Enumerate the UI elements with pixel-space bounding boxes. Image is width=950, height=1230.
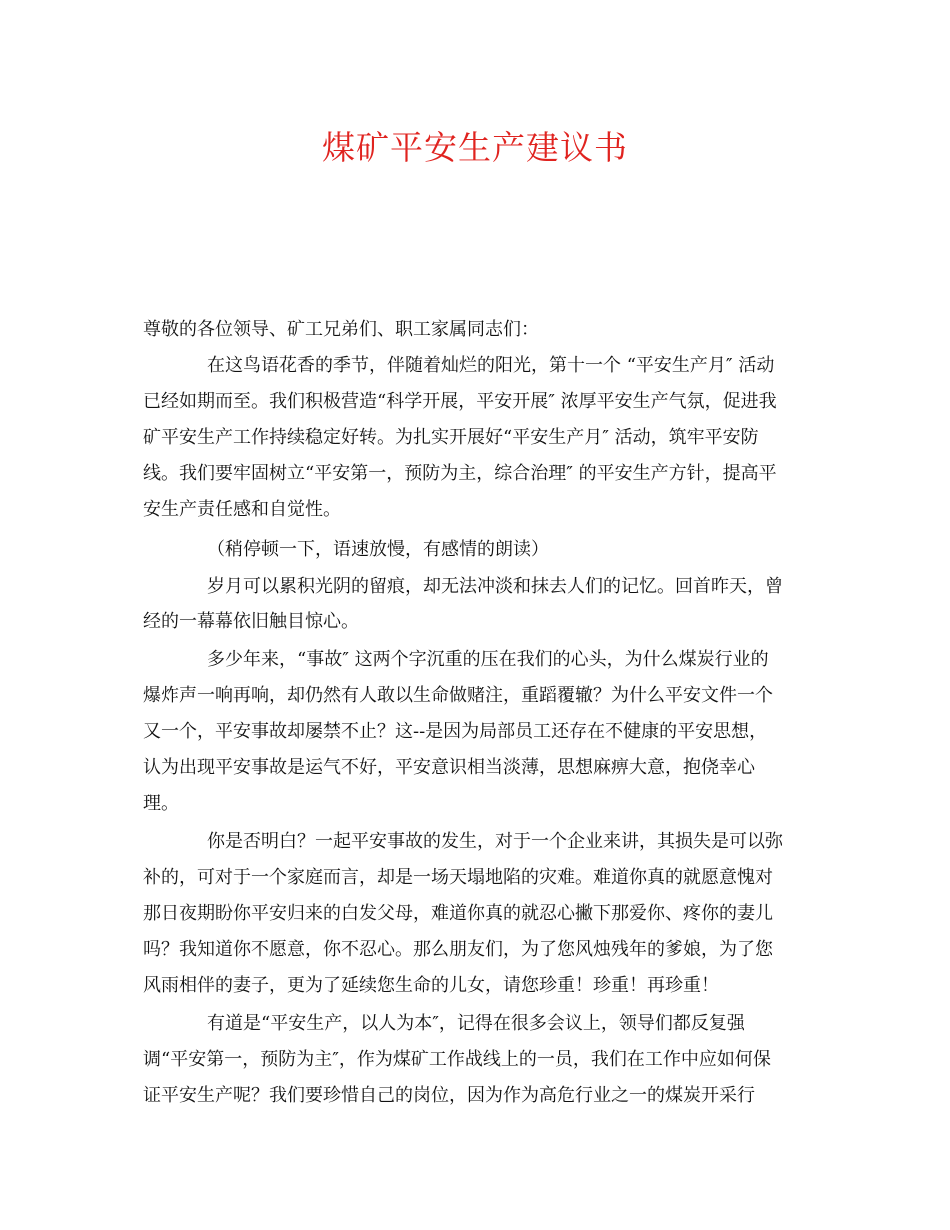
- paragraph-intro-line: 已经如期而至。我们积极营造“科学开展，平安开展″ 浓厚平安生产气氛，促进我: [143, 391, 777, 412]
- paragraph-family-line: 吗？我知道你不愿意，你不忍心。那么朋友们，为了您风烛残年的爹娘，为了您: [143, 939, 773, 960]
- paragraph-accidents-line: 认为出现平安事故是运气不好，平安意识相当淡薄，思想麻痹大意，抱侥幸心: [143, 757, 755, 778]
- paragraph-accidents-line: 爆炸声一响再响，却仍然有人敢以生命做赌注，重蹈覆辙？为什么平安文件一个: [143, 685, 773, 706]
- stage-direction: （稍停顿一下，语速放慢，有感情的朗读）: [207, 539, 549, 560]
- paragraph-intro-line: 线。我们要牢固树立“平安第一，预防为主，综合治理″ 的平安生产方针，提高平: [143, 463, 777, 484]
- paragraph-family-line: 风雨相伴的妻子，更为了延续您生命的儿女，请您珍重！珍重！再珍重！: [143, 975, 719, 996]
- salutation: 尊敬的各位领导、矿工兄弟们、职工家属同志们：: [143, 319, 539, 340]
- paragraph-accidents-line: 多少年来，“事故″ 这两个字沉重的压在我们的心头，为什么煤炭行业的: [207, 649, 769, 670]
- paragraph-family-line: 你是否明白？一起平安事故的发生，对于一个企业来讲，其损失是可以弥: [207, 831, 783, 852]
- paragraph-principle-line: 有道是“平安生产，以人为本″，记得在很多会议上，领导们都反复强: [207, 1013, 745, 1034]
- paragraph-memory-line: 经的一幕幕依旧触目惊心。: [143, 611, 359, 632]
- paragraph-principle-line: 调“平安第一，预防为主″，作为煤矿工作战线上的一员，我们在工作中应如何保: [143, 1049, 771, 1070]
- paragraph-family-line: 那日夜期盼你平安归来的白发父母，难道你真的就忍心撇下那爱你、疼你的妻儿: [143, 903, 773, 924]
- paragraph-intro-line: 在这鸟语花香的季节，伴随着灿烂的阳光，第十一个 “平安生产月″ 活动: [207, 355, 775, 376]
- paragraph-family-line: 补的，可对于一个家庭而言，却是一场天塌地陷的灾难。难道你真的就愿意愧对: [143, 867, 773, 888]
- paragraph-principle-line: 证平安生产呢？我们要珍惜自己的岗位，因为作为高危行业之一的煤炭开采行: [143, 1085, 755, 1106]
- paragraph-intro-line: 安生产责任感和自觉性。: [143, 499, 341, 520]
- paragraph-accidents-line: 理。: [143, 793, 179, 814]
- paragraph-accidents-line: 又一个，平安事故却屡禁不止？这--是因为局部员工还存在不健康的平安思想，: [143, 721, 768, 742]
- document-title: 煤矿平安生产建议书: [322, 128, 628, 167]
- paragraph-intro-line: 矿平安生产工作持续稳定好转。为扎实开展好“平安生产月″ 活动，筑牢平安防: [143, 427, 759, 448]
- paragraph-memory-line: 岁月可以累积光阴的留痕，却无法冲淡和抹去人们的记忆。回首昨天，曾: [207, 576, 783, 597]
